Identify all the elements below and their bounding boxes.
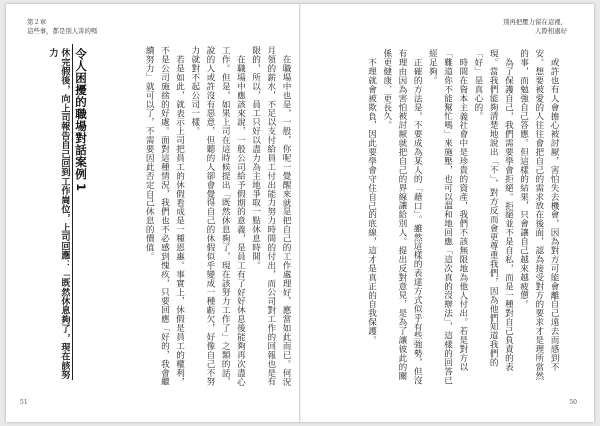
right-header-line1: 別再把壓力留在這裡， bbox=[503, 18, 567, 26]
case-title bbox=[74, 48, 88, 192]
right-paragraph: 為了保護自己，我們需要學會拒絕。拒絕並不是自私，而是一種對自己負責的表現。當我們能夠清楚地說出「不」，對方反而會更尊重我們，因為他們知道我們的「好」是真心的。 bbox=[472, 49, 514, 371]
case-subtitle: 休完假後，向上司報告自己回到工作崗位，上司回應：「既然休息夠了，現在該努力 bbox=[47, 48, 70, 380]
right-paragraph: 不理就會被欺負，因此要學會守住自己的底線，這才是真正的自我保護。 bbox=[366, 57, 377, 344]
right-page-number: 50 bbox=[569, 399, 577, 406]
case-divider bbox=[72, 44, 73, 380]
right-paragraph: 或許也有人會擔心被討厭，害怕失去機會，因為對方可能會離自己遠去而感到不安。想要被愛的人往往會把自己的需求放在後面，認為接受對方的要求才是理所當然的事，而勉強自己答應。但這樣的結果，只會讓自己越來越疲憊。 bbox=[518, 49, 559, 381]
left-header-chapter: 第２章 bbox=[27, 18, 47, 26]
right-paragraph: 時間在資本主義社會中是珍貴的資產，我們不該無限地為他人付出。若是對方以「難道你不能幫忙嗎」來施壓，也可以溫和地回應「這次真的沒辦法」，這樣的回答已經足夠。 bbox=[427, 49, 468, 385]
left-paragraph: 在職場中也是，一般，你呢一覺醒來就是把自己的工作處理好，應當如此而已。何況月領的薪水，不足以支付給員工付出能力努力時間的付出，而公司對工作的回報也是有限的，所以，員工只好以盡力為主地爭取一點休息時間。 bbox=[250, 46, 291, 387]
left-paragraph: 若是如此，就表示上司把員工的休假看成是一種恩惠。事實上，休假是員工的權利，不是公司施捨的好處。面對這種情況，我們也不必感到愧疚，只要回應「好的，我會繼續努力」就可以了，不需要因此否定自己休息的價值。 bbox=[144, 46, 185, 387]
left-running-header bbox=[27, 18, 97, 35]
case-title-text: 令人困擾的職場對話案例 bbox=[74, 48, 88, 180]
right-running-header bbox=[503, 18, 567, 35]
right-paragraph: 正確的方法是，不要成為某人的「藉口」。雖然這樣的表達方式似乎有些強勢，但沒有理由因為害怕被討厭就把自己的界線讓給別人。提出反對意見，是為了讓彼此的關係更健康、更長久。 bbox=[381, 49, 423, 385]
book-spread bbox=[6, 4, 594, 422]
case-number: 1 bbox=[74, 183, 88, 192]
left-body-text bbox=[110, 46, 293, 388]
left-page-number: 51 bbox=[20, 399, 28, 406]
right-header-line2: 人際相處好 bbox=[535, 26, 567, 35]
right-body-text bbox=[324, 49, 561, 385]
left-header-title: 這些事，都是別人害的嗎 bbox=[27, 26, 98, 35]
left-paragraph: 在職場中應該來說，一般公司給予假期的意義，是員工有了好好休息後能夠再次盡心工作。但是，如果上司在這時候提出「既然休息夠了，現在該努力工作了」之類的話，說的人或許沒有惡意，但聽的人卻會覺得自己的休假似乎變成一種虧欠，好像自己不努力就對不起公司一樣。 bbox=[189, 46, 246, 387]
book-gutter bbox=[299, 4, 301, 422]
